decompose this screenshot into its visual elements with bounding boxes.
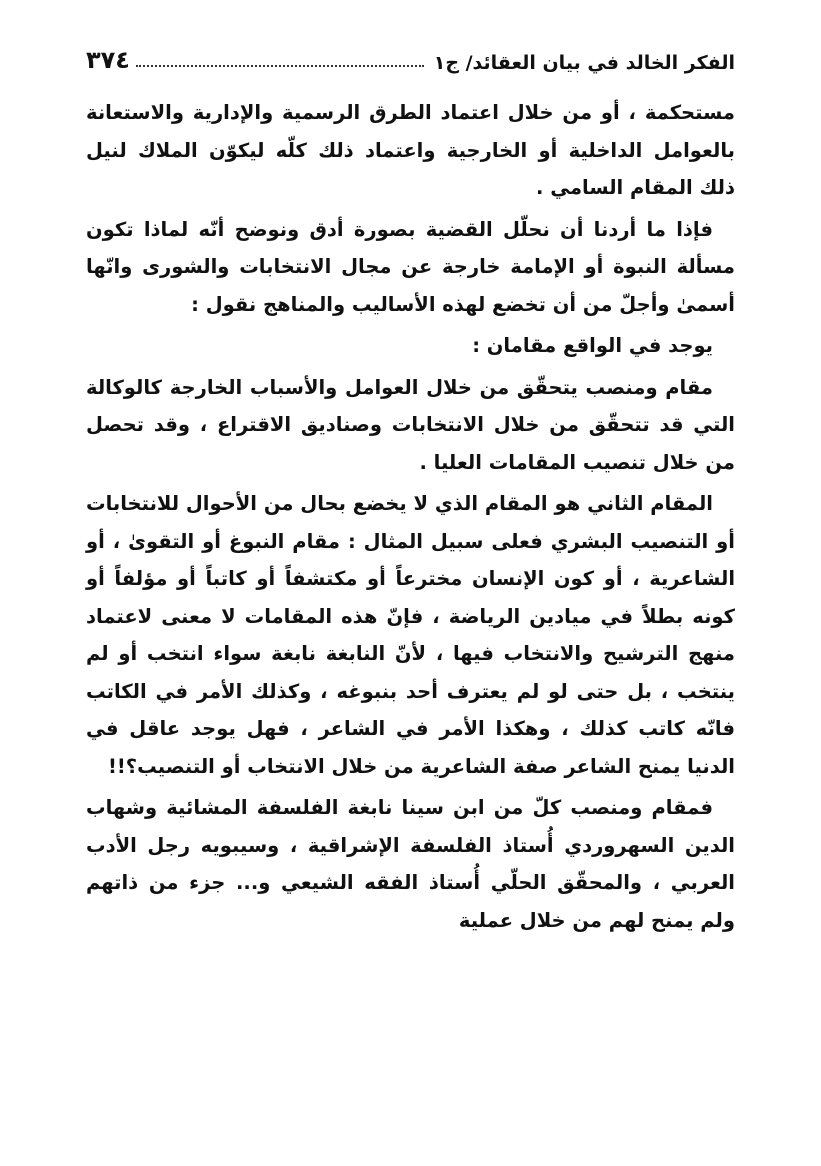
page-header — [86, 40, 735, 74]
page-number: ٣٧٤ — [86, 46, 130, 74]
paragraph-6: فمقام ومنصب كلّ من ابن سينا نابغة الفلسفة المشائية وشهاب الدين السهروردي أُستاذ الفلسفة الإشراقية ، وسيبويه رجل الأدب العربي ، والمحقّق الحلّي أُستاذ الفقه الشيعي و... جزء من ذاتهم ولم يمنح لهم من خلال عملية — [86, 796, 735, 932]
body-text — [86, 94, 735, 939]
paragraph-3: يوجد في الواقع مقامان : — [472, 334, 713, 357]
running-title: الفكر الخالد في بيان العقائد/ ج١ — [433, 52, 735, 74]
paragraph-4: مقام ومنصب يتحقّق من خلال العوامل والأسباب الخارجة كالوكالة التي قد تتحقّق من خلال الانتخابات وصناديق الاقتراع ، وقد تحصل من خلال تنصيب المقامات العليا . — [86, 375, 735, 474]
dotted-leader — [136, 64, 424, 67]
paragraph-1: مستحكمة ، أو من خلال اعتماد الطرق الرسمية والإدارية والاستعانة بالعوامل الداخلية أو الخارجية واعتماد ذلك كلّه ليكوّن الملاك لنيل ذلك المقام السامي . — [86, 101, 735, 199]
paragraph-2: فإذا ما أردنا أن نحلّل القضية بصورة أدق ونوضح أنّه لماذا تكون مسألة النبوة أو الإمامة خارجة عن مجال الانتخابات والشورى وانّها أسمىٰ وأجلّ من أن تخضع لهذه الأساليب والمناهج نقول : — [86, 217, 735, 316]
paragraph-5: المقام الثاني هو المقام الذي لا يخضع بحال من الأحوال للانتخابات أو التنصيب البشري فعلى سبيل المثال : مقام النبوغ أو التقوىٰ ، أو الشاعرية ، أو كون الإنسان مخترعاً أو مكتشفاً أو كاتباً أو مؤلفاً أو كونه بطلاً في ميادين الرياضة ، فإنّ هذه المقامات لا معنى لاعتماد منهج الترشيح والانتخاب فيها ، لأنّ النابغة نابغة سواء انتخب أو لم ينتخب ، بل حتى لو لم يعترف أحد بنبوغه ، وكذلك الأمر في الكاتب فانّه كاتب كذلك ، وهكذا الأمر في الشاعر ، فهل يوجد عاقل في الدنيا يمنح الشاعر صفة الشاعرية من خلال الانتخاب أو التنصيب؟!! — [86, 492, 735, 778]
